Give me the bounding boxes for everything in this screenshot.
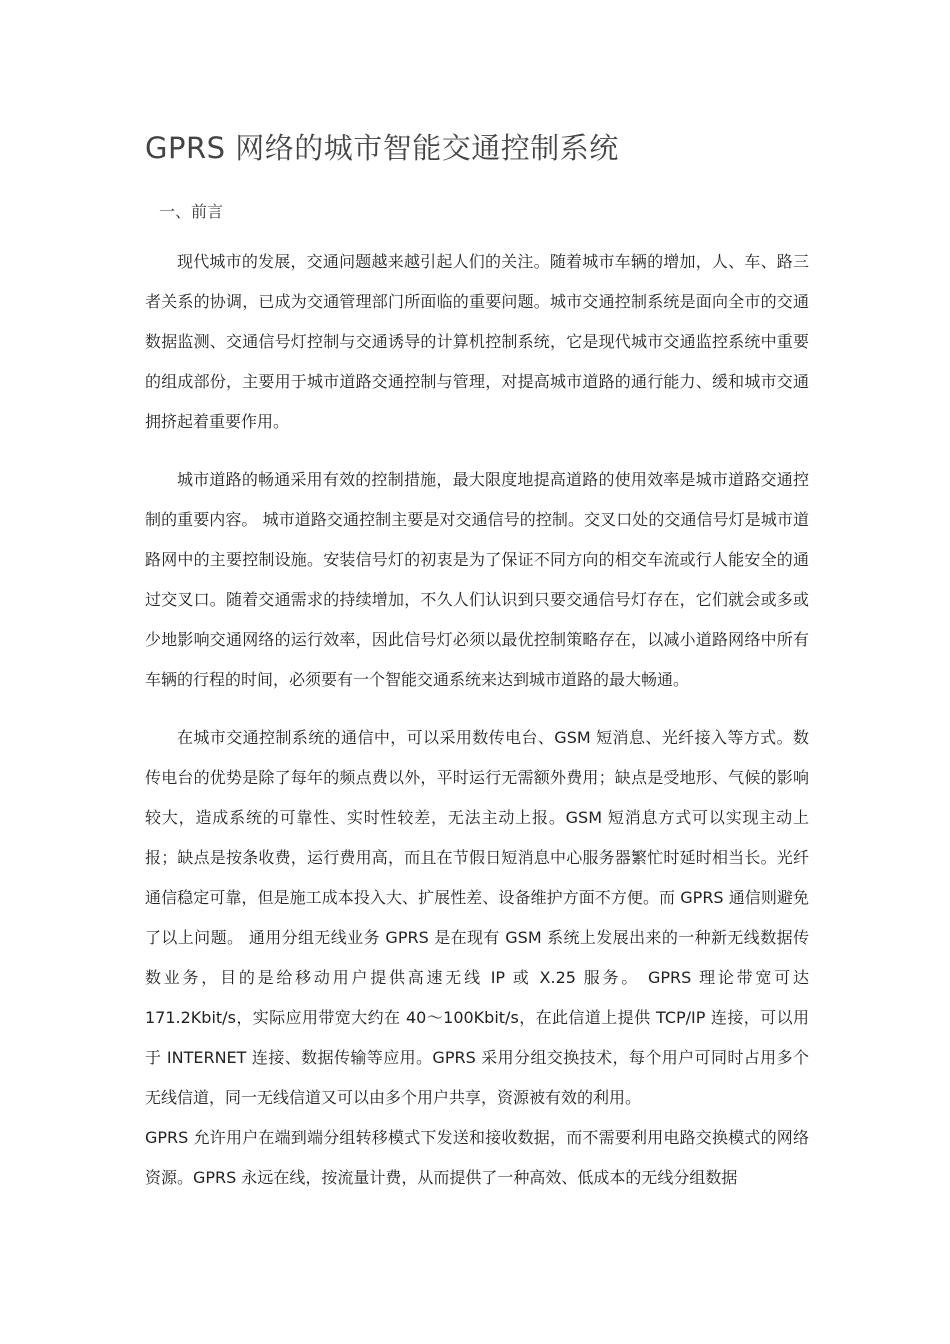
paragraph: 现代城市的发展，交通问题越来越引起人们的关注。随着城市车辆的增加，人、车、路三者关系的协调，已成为交通管理部门所面临的重要问题。城市交通控制系统是面向全市的交通数据监测、交通信号灯控制与交通诱导的计算机控制系统，它是现代城市交通监控系统中重要的组成部份，主要用于城市道路交通控制与管理，对提高城市道路的通行能力、缓和城市交通拥挤起着重要作用。: [145, 252, 809, 431]
document-title: GPRS 网络的城市智能交通控制系统: [145, 131, 619, 165]
document-page: [145, 118, 809, 1198]
section-heading: 一、前言: [159, 202, 224, 221]
paragraph: GPRS 允许用户在端到端分组转移模式下发送和接收数据，而不需要利用电路交换模式的网络资源。GPRS 永远在线，按流量计费，从而提供了一种高效、低成本的无线分组数据: [145, 1128, 809, 1187]
paragraph: 在城市交通控制系统的通信中，可以采用数传电台、GSM 短消息、光纤接入等方式。数传电台的优势是除了每年的频点费以外，平时运行无需额外费用；缺点是受地形、气候的影响较大，造成系统的可靠性、实时性较差，无法主动上报。GSM 短消息方式可以实现主动上报；缺点是按条收费，运行费用高，而且在节假日短消息中心服务器繁忙时延时相当长。光纤通信稳定可靠，但是施工成本投入大、扩展性差、设备维护方面不方便。而 GPRS 通信则避免了以上问题。 通用分组无线业务 GPRS 是在现有 GSM 系统上发展出来的一种新无线数据传数业务，目的是给移动用户提供高速无线 IP 或 X.25 服务。 GPRS 理论带宽可达 171.2Kbit/s，实际应用带宽大约在 40～100Kbit/s，在此信道上提供 TCP/IP 连接，可以用于 INTERNET 连接、数据传输等应用。GPRS 采用分组交换技术，每个用户可同时占用多个无线信道，同一无线信道又可以由多个用户共享，资源被有效的利用。: [145, 728, 809, 1107]
paragraph: 城市道路的畅通采用有效的控制措施，最大限度地提高道路的使用效率是城市道路交通控制的重要内容。 城市道路交通控制主要是对交通信号的控制。交叉口处的交通信号灯是城市道路网中的主要控制设施。安装信号灯的初衷是为了保证不同方向的相交车流或行人能安全的通过交叉口。随着交通需求的持续增加，不久人们认识到只要交通信号灯存在，它们就会或多或少地影响交通网络的运行效率，因此信号灯必须以最优控制策略存在，以减小道路网络中所有车辆的行程的时间，必须要有一个智能交通系统来达到城市道路的最大畅通。: [145, 470, 809, 689]
